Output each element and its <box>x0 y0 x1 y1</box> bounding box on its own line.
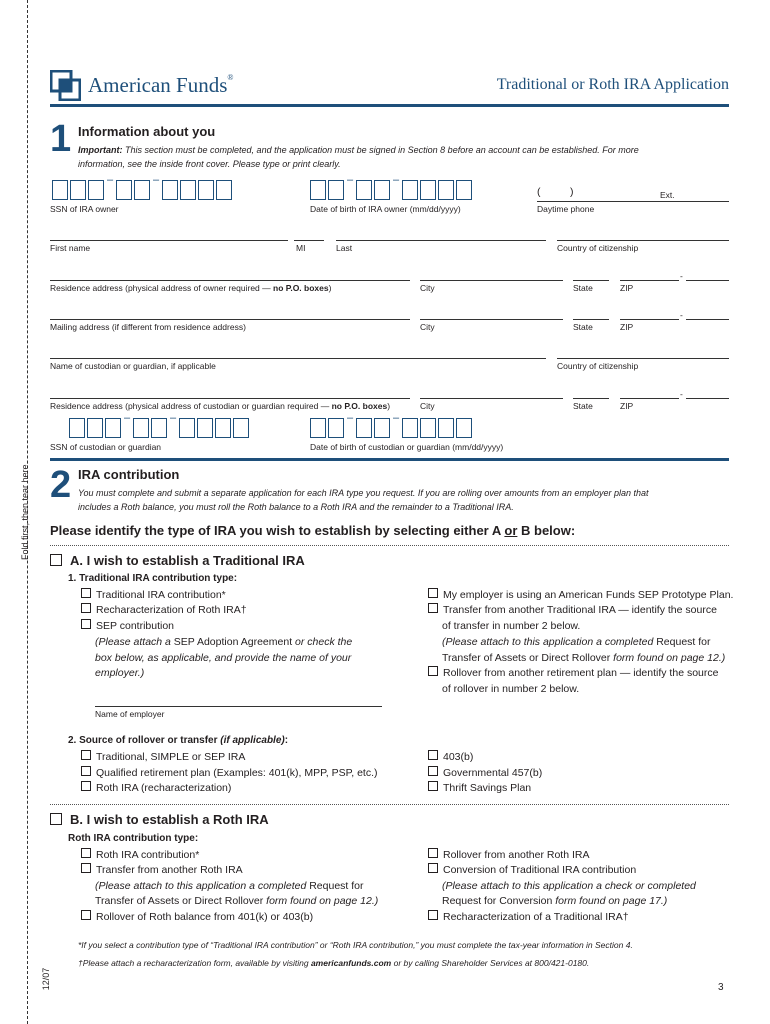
mailing-zip4-field[interactable] <box>686 319 729 320</box>
custodian-country-label: Country of citizenship <box>557 361 639 371</box>
roth-type-heading: Roth IRA contribution type: <box>68 833 199 844</box>
rollover-roth-option[interactable]: Rollover from another Roth IRA <box>428 848 589 863</box>
digit-box[interactable] <box>116 180 132 200</box>
page-number: 3 <box>718 982 724 993</box>
employer-label: Name of employer <box>95 709 165 719</box>
separator-dash: – <box>107 174 114 186</box>
transfer-note: Transfer of Assets or Direct Rollover form found on page 12.) <box>442 652 726 664</box>
separator-dash: – <box>153 174 160 186</box>
digit-box[interactable] <box>310 418 326 438</box>
state-label: State <box>573 322 593 332</box>
mi-label: MI <box>296 243 306 253</box>
custodian-city-field[interactable] <box>420 398 563 399</box>
checkbox[interactable] <box>428 863 438 873</box>
digit-box[interactable] <box>438 180 454 200</box>
checkbox[interactable] <box>81 863 91 873</box>
section-rule <box>50 458 729 461</box>
residence-address-field[interactable] <box>50 280 410 281</box>
brand-name: American Funds® <box>88 73 234 97</box>
digit-box[interactable] <box>402 418 418 438</box>
mailing-zip-field[interactable] <box>620 319 679 320</box>
recharacterization-traditional-option[interactable]: Recharacterization of a Traditional IRA† <box>428 910 629 925</box>
recharacterization-roth-option[interactable]: Recharacterization of Roth IRA† <box>81 603 247 618</box>
checkbox[interactable] <box>428 603 438 613</box>
dob-label: Date of birth of IRA owner (mm/dd/yyyy) <box>310 204 461 214</box>
mailing-address-field[interactable] <box>50 319 410 320</box>
sep-prototype-option[interactable]: My employer is using an American Funds SEP Prototype Plan. <box>428 588 733 603</box>
source-option[interactable]: Governmental 457(b) <box>428 766 542 781</box>
checkbox[interactable] <box>428 848 438 858</box>
digit-box[interactable] <box>310 180 326 200</box>
zip-dash: - <box>680 389 683 399</box>
transfer-note: (Please attach to this application a completed Request for <box>442 636 711 648</box>
digit-box[interactable] <box>215 418 231 438</box>
phone-paren-open: ( <box>537 186 541 198</box>
digit-box[interactable] <box>180 180 196 200</box>
source-option[interactable]: Thrift Savings Plan <box>428 781 531 796</box>
digit-box[interactable] <box>179 418 195 438</box>
zip-label: ZIP <box>620 322 634 332</box>
sep-note: employer.) <box>95 667 145 679</box>
checkbox[interactable] <box>428 781 438 791</box>
transfer-note: (Please attach to this application a completed Request for <box>95 880 364 892</box>
digit-box[interactable] <box>151 418 167 438</box>
conversion-option[interactable]: Conversion of Traditional IRA contribution <box>428 863 636 878</box>
checkbox[interactable] <box>81 588 91 598</box>
digit-box[interactable] <box>456 418 472 438</box>
checkbox[interactable] <box>81 781 91 791</box>
digit-box[interactable] <box>356 180 372 200</box>
option-a-heading[interactable]: A. I wish to establish a Traditional IRA <box>50 553 305 568</box>
roth-contribution-option[interactable]: Roth IRA contribution* <box>81 848 199 863</box>
digit-box[interactable] <box>216 180 232 200</box>
option-a-checkbox[interactable] <box>50 554 62 566</box>
digit-box[interactable] <box>105 418 121 438</box>
mailing-city-field[interactable] <box>420 319 563 320</box>
section-title: Information about you <box>78 124 216 139</box>
employer-name-field[interactable] <box>95 706 382 707</box>
checkbox[interactable] <box>81 750 91 760</box>
dotted-divider <box>50 804 729 805</box>
city-label: City <box>420 401 435 411</box>
digit-box[interactable] <box>356 418 372 438</box>
state-field[interactable] <box>573 280 609 281</box>
contribution-type-heading: 1. Traditional IRA contribution type: <box>68 573 238 584</box>
mailing-label: Mailing address (if different from residence address) <box>50 322 246 332</box>
country-field[interactable] <box>557 240 729 241</box>
digit-box[interactable] <box>402 180 418 200</box>
zip-field[interactable] <box>620 280 679 281</box>
option-b-heading[interactable]: B. I wish to establish a Roth IRA <box>50 812 269 827</box>
conversion-note: (Please attach to this application a check or completed <box>442 880 696 892</box>
country-label: Country of citizenship <box>557 243 639 253</box>
checkbox[interactable] <box>81 603 91 613</box>
checkbox[interactable] <box>428 910 438 920</box>
source-option[interactable]: Roth IRA (recharacterization) <box>81 781 231 796</box>
section-title: IRA contribution <box>78 467 180 482</box>
phone-field[interactable] <box>537 201 729 202</box>
digit-box[interactable] <box>197 418 213 438</box>
city-field[interactable] <box>420 280 563 281</box>
sep-note: (Please attach a SEP Adoption Agreement or check the <box>95 636 353 648</box>
mi-field[interactable] <box>294 240 324 241</box>
fold-instruction: Fold first, then tear here. <box>20 461 30 561</box>
section-number: 2 <box>50 464 72 506</box>
option-b-checkbox[interactable] <box>50 813 62 825</box>
state-label: State <box>573 283 593 293</box>
conversion-note: Request for Conversion form found on page 17.) <box>442 895 668 907</box>
sep-note: box below, as applicable, and provide the name of your <box>95 652 352 664</box>
sep-contribution-option[interactable]: SEP contribution <box>81 619 174 634</box>
transfer-traditional-option[interactable]: Transfer from another Traditional IRA — identify the source <box>428 603 717 618</box>
digit-box[interactable] <box>198 180 214 200</box>
identify-heading: Please identify the type of IRA you wish to establish by selecting either A or B below: <box>50 523 576 538</box>
digit-box[interactable] <box>162 180 178 200</box>
section-note: You must complete and submit a separate application for each IRA type you request. If you are rolling over amounts from an employer plan that includes a Roth balance, you must roll the Roth balance to a Roth IRA and the remainder to a Traditional IRA. <box>78 488 649 512</box>
zip-dash: - <box>680 310 683 320</box>
zip-label: ZIP <box>620 283 634 293</box>
digit-box[interactable] <box>133 418 149 438</box>
section-number: 1 <box>50 118 72 160</box>
separator-dash: – <box>347 174 354 186</box>
digit-box[interactable] <box>420 418 436 438</box>
separator-dash: – <box>393 412 400 424</box>
section-note: Important: This section must be completed, and the application must be signed in Section 8 before an account can be established. For more information, see the inside front cover. Please type or print clearly. <box>78 145 639 169</box>
digit-box[interactable] <box>52 180 68 200</box>
checkbox[interactable] <box>428 666 438 676</box>
checkbox[interactable] <box>428 766 438 776</box>
custodian-residence-label: Residence address (physical address of custodian or guardian required — no P.O. boxes) <box>50 401 391 411</box>
custodian-zip4-field[interactable] <box>686 398 729 399</box>
document-title: Traditional or Roth IRA Application <box>496 76 729 93</box>
separator-dash: – <box>393 174 400 186</box>
transfer-note: of transfer in number 2 below. <box>442 620 581 632</box>
custodian-state-field[interactable] <box>573 398 609 399</box>
digit-box[interactable] <box>438 418 454 438</box>
city-label: City <box>420 283 435 293</box>
checkbox[interactable] <box>81 910 91 920</box>
transfer-roth-option[interactable]: Transfer from another Roth IRA <box>81 863 243 878</box>
zip-dash: - <box>680 271 683 281</box>
last-name-label: Last <box>336 243 353 253</box>
digit-box[interactable] <box>88 180 104 200</box>
transfer-note: Transfer of Assets or Direct Rollover form found on page 12.) <box>95 895 379 907</box>
state-label: State <box>573 401 593 411</box>
custodian-country-field[interactable] <box>557 358 729 359</box>
source-option[interactable]: Qualified retirement plan (Examples: 401(k), MPP, PSP, etc.) <box>81 766 378 781</box>
rollover-retirement-option[interactable]: Rollover from another retirement plan — identify the source <box>428 666 718 681</box>
custodian-zip-field[interactable] <box>620 398 679 399</box>
ext-label: Ext. <box>660 190 675 200</box>
checkbox[interactable] <box>428 588 438 598</box>
digit-box[interactable] <box>134 180 150 200</box>
separator-dash: – <box>347 412 354 424</box>
source-heading: 2. Source of rollover or transfer (if applicable): <box>68 735 289 746</box>
date-code: 12/07 <box>41 967 51 991</box>
first-name-label: First name <box>50 243 91 253</box>
custodian-ssn-label: SSN of custodian or guardian <box>50 442 162 452</box>
digit-box[interactable] <box>70 180 86 200</box>
digit-box[interactable] <box>420 180 436 200</box>
city-label: City <box>420 322 435 332</box>
ssn-label: SSN of IRA owner <box>50 204 119 214</box>
footnote: †Please attach a recharacterization form, available by visiting americanfunds.com or by calling Shareholder Services at 800/421-0180. <box>78 958 590 968</box>
digit-box[interactable] <box>374 418 390 438</box>
digit-box[interactable] <box>456 180 472 200</box>
dotted-divider <box>50 545 729 546</box>
custodian-dob-label: Date of birth of custodian or guardian (mm/dd/yyyy) <box>310 442 504 452</box>
digit-box[interactable] <box>374 180 390 200</box>
separator-dash: – <box>170 412 177 424</box>
digit-box[interactable] <box>233 418 249 438</box>
residence-label: Residence address (physical address of owner required — no P.O. boxes) <box>50 283 332 293</box>
digit-box[interactable] <box>328 418 344 438</box>
source-option[interactable]: Traditional, SIMPLE or SEP IRA <box>81 750 245 765</box>
rollover-note: of rollover in number 2 below. <box>442 683 580 695</box>
custodian-label: Name of custodian or guardian, if applicable <box>50 361 216 371</box>
footnote: *If you select a contribution type of “Traditional IRA contribution” or “Roth IRA contribution,” you must complete the tax-year information in Section 4. <box>78 940 633 950</box>
rollover-roth-balance-option[interactable]: Rollover of Roth balance from 401(k) or 403(b) <box>81 910 313 925</box>
last-name-field[interactable] <box>336 240 546 241</box>
phone-label: Daytime phone <box>537 204 595 214</box>
zip4-field[interactable] <box>686 280 729 281</box>
header-rule <box>50 104 729 107</box>
checkbox[interactable] <box>81 766 91 776</box>
checkbox[interactable] <box>81 848 91 858</box>
first-name-field[interactable] <box>50 240 288 241</box>
digit-box[interactable] <box>328 180 344 200</box>
checkbox[interactable] <box>81 619 91 629</box>
zip-label: ZIP <box>620 401 634 411</box>
source-option[interactable]: 403(b) <box>428 750 473 765</box>
phone-paren-close: ) <box>570 186 574 198</box>
separator-dash: – <box>124 412 131 424</box>
mailing-state-field[interactable] <box>573 319 609 320</box>
digit-box[interactable] <box>69 418 85 438</box>
digit-box[interactable] <box>87 418 103 438</box>
custodian-name-field[interactable] <box>50 358 546 359</box>
custodian-address-field[interactable] <box>50 398 410 399</box>
american-funds-logo-icon <box>50 70 81 101</box>
traditional-contribution-option[interactable]: Traditional IRA contribution* <box>81 588 226 603</box>
checkbox[interactable] <box>428 750 438 760</box>
